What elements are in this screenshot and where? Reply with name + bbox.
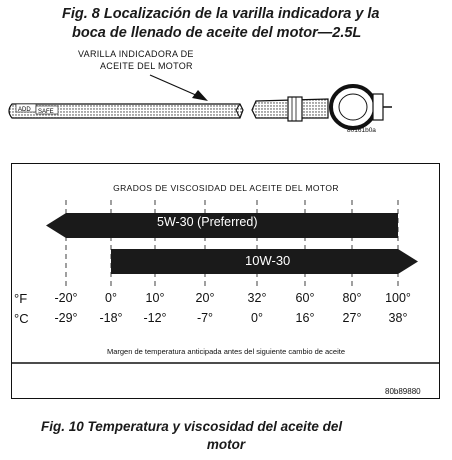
figure-10-title-line-1: Fig. 10 Temperatura y viscosidad del aceite del — [41, 419, 343, 434]
dipstick-label-line-1: VARILLA INDICADORA DE — [78, 49, 194, 59]
tick-celsius: -12° — [143, 311, 167, 325]
tick-celsius: 16° — [295, 311, 315, 325]
series-label-5w30: 5W-30 (Preferred) — [157, 215, 258, 229]
chart-code: 80b89880 — [385, 387, 421, 396]
tick-celsius: -18° — [99, 311, 123, 325]
tick-fahrenheit: 80° — [342, 291, 362, 305]
add-marking-text: ADD — [18, 107, 31, 113]
series-label-10w30: 10W-30 — [245, 253, 291, 268]
tick-fahrenheit: 10° — [145, 291, 165, 305]
unit-celsius: °C — [14, 311, 29, 326]
chart-footnote: Margen de temperatura anticipada antes del siguiente cambio de aceite — [106, 347, 346, 356]
tick-celsius: 27° — [342, 311, 362, 325]
figure-8-title-line-1: Fig. 8 Localización de la varilla indicadora y la — [62, 6, 380, 22]
dipstick-label-line-2: ACEITE DEL MOTOR — [100, 61, 193, 71]
figure-10-title-line-2: motor — [206, 437, 246, 452]
tick-fahrenheit: 20° — [195, 291, 215, 305]
unit-fahrenheit: °F — [14, 291, 28, 306]
tick-fahrenheit: 0° — [105, 291, 117, 305]
figure-8-code: 80161b0a — [347, 127, 376, 134]
tick-fahrenheit: 32° — [247, 291, 267, 305]
tick-celsius: -7° — [196, 311, 214, 325]
tick-celsius: 38° — [388, 311, 408, 325]
tick-celsius: -29° — [54, 311, 78, 325]
tick-fahrenheit: 100° — [385, 291, 411, 305]
tick-celsius: 0° — [251, 311, 263, 325]
tick-fahrenheit: -20° — [54, 291, 78, 305]
tick-fahrenheit: 60° — [295, 291, 315, 305]
figure-8-title-line-2: boca de llenado de aceite del motor—2.5L — [72, 25, 362, 41]
safe-marking-text: SAFE — [38, 109, 54, 115]
chart-title: GRADOS DE VISCOSIDAD DEL ACEITE DEL MOTOR — [113, 183, 339, 193]
